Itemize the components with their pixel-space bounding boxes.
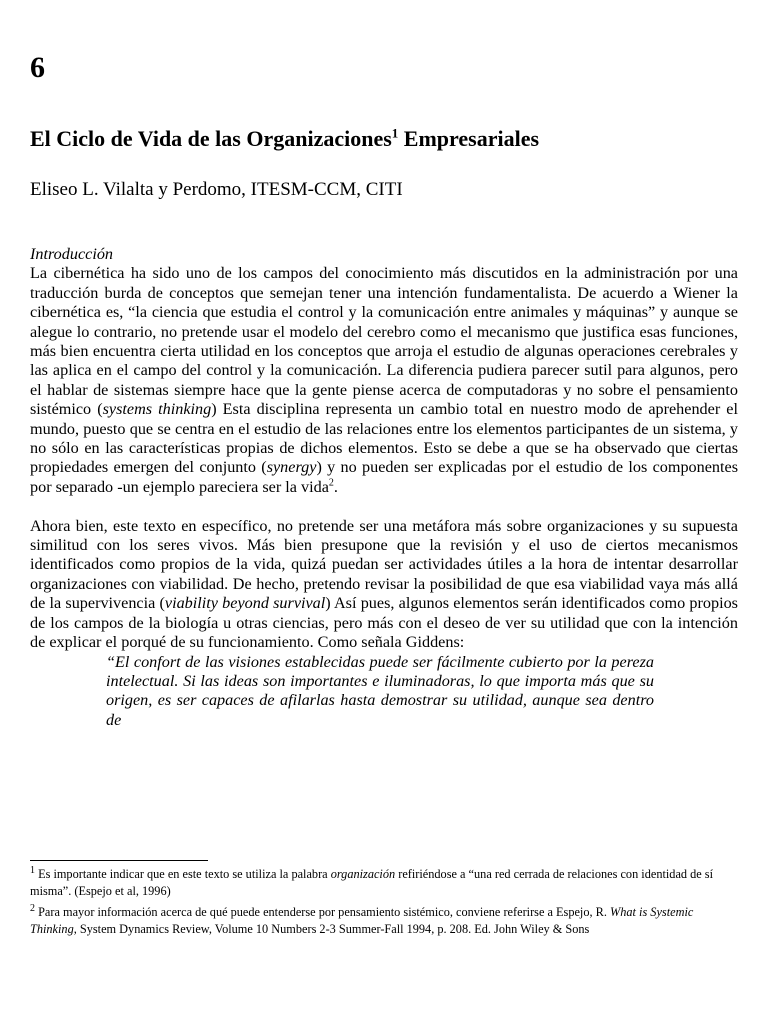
footnote-1-text-a: Es importante indicar que en este texto se utiliza la palabra xyxy=(35,867,331,881)
footnote-divider xyxy=(30,860,208,861)
footnote-2-text-a: Para mayor información acerca de qué puede entenderse por pensamiento sistémico, conviene referirse a Espejo, R. xyxy=(35,905,610,919)
block-quote: “El confort de las visiones establecidas puede ser fácilmente cubierto por la pereza intelectual. Si las ideas son importantes e iluminadoras, lo que importa más que su origen, es ser capaces de afilarlas hasta demostrar su utilidad, aunque sea dentro de xyxy=(106,652,654,729)
author-line: Eliseo L. Vilalta y Perdomo, ITESM-CCM, CITI xyxy=(30,179,403,200)
footnote-2-text-b: , System Dynamics Review, Volume 10 Numbers 2-3 Summer-Fall 1994, p. 208. Ed. John Wiley & Sons xyxy=(73,922,590,936)
paragraph-2-text-a: Ahora bien, este texto en específico, no pretende ser una metáfora más sobre organizaciones y su supuesta similitud con los seres vivos. Más bien presupone que la revisión y el uso de ciertos mecanismos identificados como propios de la vida, quizá puedan ser actividades útiles a la hora de intentar desarrollar organizaciones con viabilidad. De hecho, pretendo revisar la posibilidad de que esa viabilidad vaya más allá de la supervivencia ( xyxy=(30,516,738,613)
section-heading: Introducción xyxy=(30,245,114,263)
footnote-ref-1[interactable]: 1 xyxy=(391,125,399,141)
footnote-ref-2[interactable]: 2 xyxy=(328,477,334,489)
chapter-number: 6 xyxy=(30,51,45,84)
paragraph-1-text-b: ) Esta disciplina representa un cambio total en nuestro modo de aprehender el mundo, puesto que se centra en el estudio de las relaciones entre los elementos participantes de un sistema, y no sólo en las características propias de dichos elementos. Esto se debe a que se ha observado que ciertas propiedades emergen del conjunto ( xyxy=(30,400,738,477)
footnote-1-emphasis: organización xyxy=(330,867,396,881)
paragraph-1-text-d: . xyxy=(333,477,338,496)
footnotes xyxy=(30,866,738,942)
footnote-1-text-b: refiriéndose a “una red cerrada de relaciones con identidad de sí misma”. (Espejo et al, 1996) xyxy=(30,867,714,898)
footnote-1-mark: 1 xyxy=(30,864,35,876)
footnote-2 xyxy=(30,904,738,938)
paragraph-1-emphasis-b: synergy xyxy=(266,458,317,477)
paragraph-2-emphasis: viability beyond survival xyxy=(164,594,326,613)
footnote-2-mark: 2 xyxy=(30,902,35,914)
paragraph-1-text-a: La cibernética ha sido uno de los campos del conocimiento más discutidos en la administración por una traducción burda de conceptos que semejan tener una intención fundamentalista. De acuerdo a Wiener la cibernética es, “la ciencia que estudia el control y la comunicación entre animales y máquinas” y aunque se alegue lo contrario, no pretende usar el modelo del cerebro como el mecanismo que justifica esas funciones, más bien encuentra cierta utilidad en los conceptos que arroja el estudio de algunas operaciones cerebrales y las aplica en el campo del control y la comunicación. La diferencia pudiera parecer sutil para algunos, pero el hablar de sistemas siempre hace que la gente piense acerca de computadoras y no sobre el pensamiento sistémico ( xyxy=(30,264,738,419)
footnote-2-emphasis: What is Systemic Thinking xyxy=(30,905,694,936)
chapter-title xyxy=(30,124,738,154)
chapter-title-text-end: Empresariales xyxy=(398,126,540,151)
body-text xyxy=(30,245,738,730)
chapter-title-text: El Ciclo de Vida de las Organizaciones xyxy=(30,126,392,151)
footnote-1 xyxy=(30,866,738,900)
paragraph-2-text-b: ) Así pues, algunos elementos serán identificados como propios de los campos de la biología u otras ciencias, pero más con el deseo de ver su utilidad que con la intención de explicar el porqué de su funcionamiento. Como señala Giddens: xyxy=(30,594,738,652)
paragraph-1 xyxy=(30,264,738,497)
paragraph-1-emphasis-a: systems thinking xyxy=(102,400,212,419)
paragraph-1-text-c: ) y no pueden ser explicadas por el estudio de los componentes por separado -un ejemplo pareciera ser la vida xyxy=(30,458,738,496)
paragraph-2 xyxy=(30,517,738,653)
